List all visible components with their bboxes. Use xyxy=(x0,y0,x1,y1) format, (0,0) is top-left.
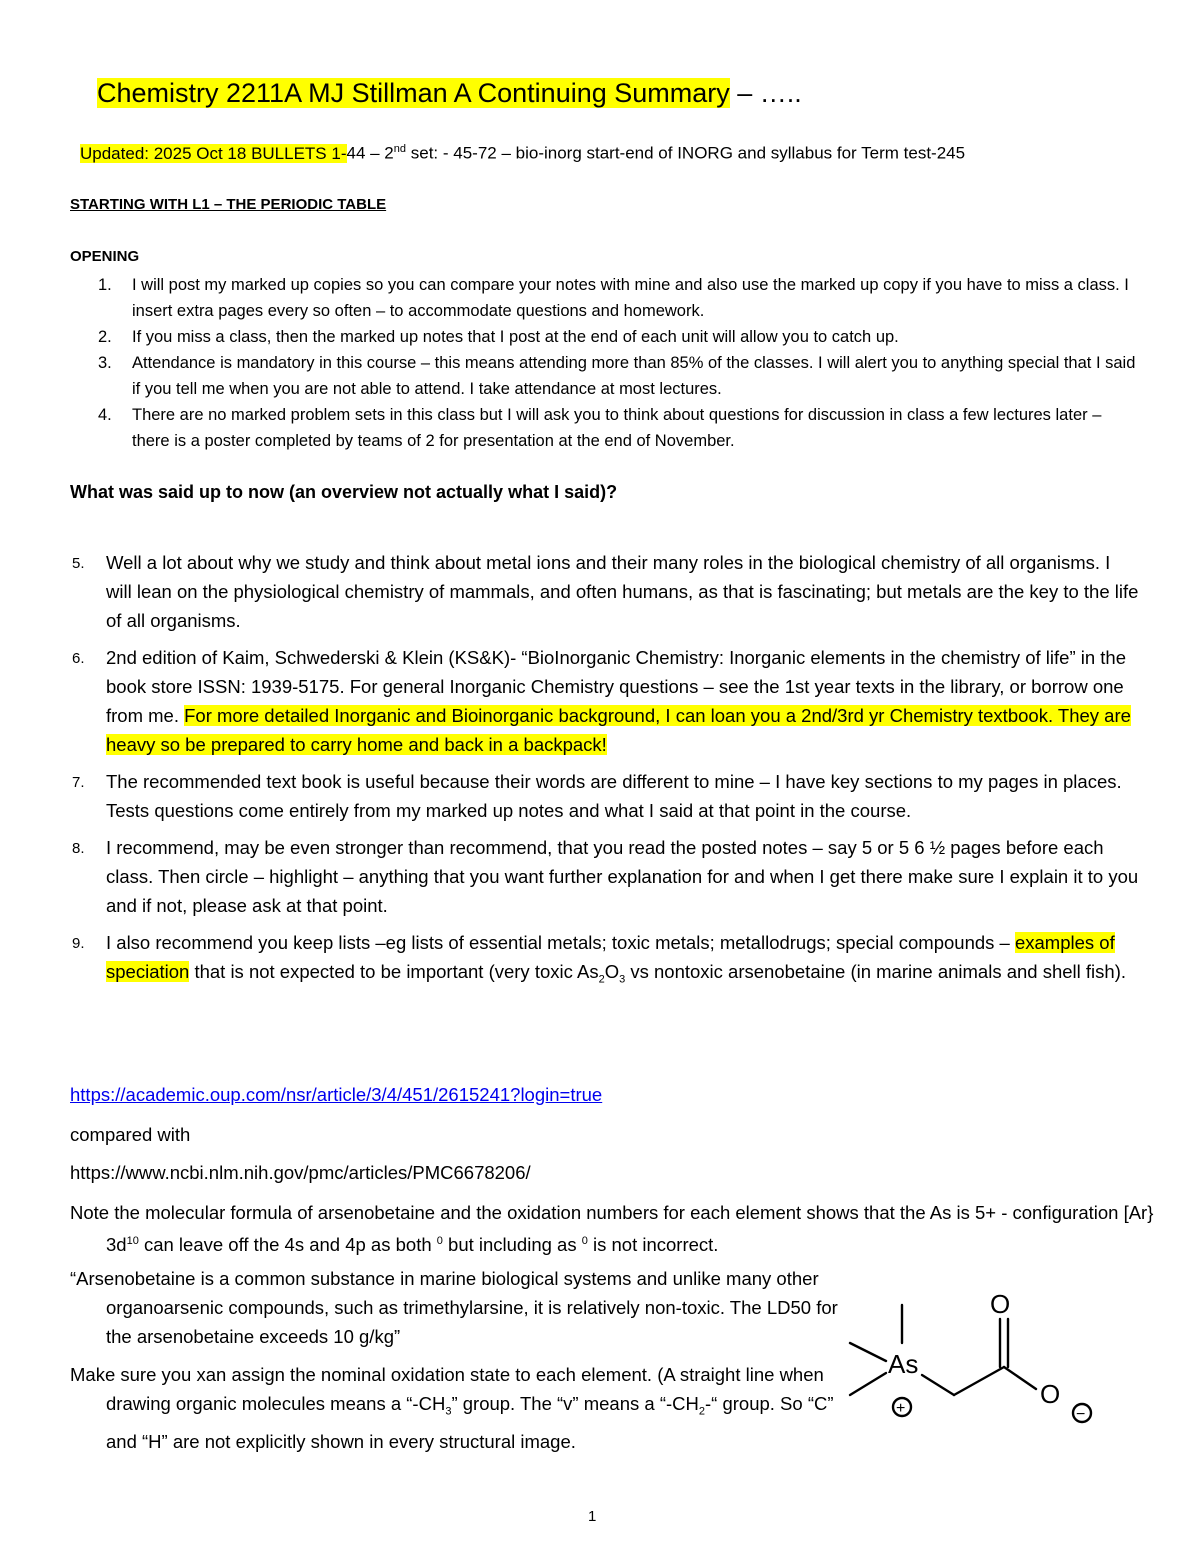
updated-text-b: set: - 45-72 – bio-inorg start-end of INORG and syllabus for Term test-245 xyxy=(406,143,966,163)
list-text: 2nd edition of Kaim, Schwederski & Klein (KS&K)- “BioInorganic Chemistry: Inorganic elements in the chemistry of life” in the book store ISSN: 1939-5175. For general Inorganic Chemistry questions – see the 1st year texts in the library, or borrow one from me. xyxy=(106,647,1127,726)
opening-label: OPENING xyxy=(70,248,140,265)
superscript: 10 xyxy=(126,1235,139,1247)
subscript: 3 xyxy=(445,1405,452,1418)
methyl-bond-left-top xyxy=(850,1343,886,1361)
page-number: 1 xyxy=(588,1508,597,1525)
subscript: 2 xyxy=(598,973,605,986)
list-text: Well a lot about why we study and think about metal ions and their many roles in the biological chemistry of all organisms. I will lean on the physiological chemistry of mammals, and often humans, as that is fascinating; but metals are the key to the life of all organisms. xyxy=(106,552,1139,631)
list-text: vs nontoxic arsenobetaine (in marine animals and shell fish). xyxy=(625,961,1127,982)
list-item xyxy=(70,350,1140,402)
updated-text-a: 44 – 2 xyxy=(346,143,394,163)
list-item xyxy=(70,928,1140,995)
list-text: I also recommend you keep lists –eg lists of essential metals; toxic metals; metallodrugs; special compounds – xyxy=(106,932,1015,953)
list-item xyxy=(70,833,1140,920)
quote-paragraph: “Arsenobetaine is a common substance in marine biological systems and unlike many other organoarsenic compounds, such as trimethylarsine, it is relatively non-toxic. The LD50 for the arsenobetaine exceeds 10 g/kg” xyxy=(70,1268,838,1347)
list-item xyxy=(70,402,1140,454)
list-number: 2. xyxy=(98,328,112,346)
list-number: 3. xyxy=(98,354,112,372)
note-paragraph xyxy=(70,1198,1176,1259)
updated-highlight: Updated: 2025 Oct 18 BULLETS 1- xyxy=(80,143,347,163)
list-text: There are no marked problem sets in this class but I will ask you to think about questions for discussion in class a few lectures later – there is a poster completed by teams of 2 for presentation at the end of November. xyxy=(132,406,1102,450)
minus-sign: − xyxy=(1076,1406,1086,1423)
list-text: If you miss a class, then the marked up notes that I post at the end of each unit will allow you to catch up. xyxy=(132,328,899,346)
highlighted-text: examples of speciation xyxy=(106,932,1115,982)
arsenobetaine-structure xyxy=(836,1285,1106,1435)
ncbi-url-text: https://www.ncbi.nlm.nih.gov/pmc/articles/PMC6678206/ xyxy=(70,1162,531,1183)
note-text: Note the molecular formula of arsenobetaine and the oxidation numbers for each element shows that the As is 5+ - configuration [Ar} 3d xyxy=(70,1202,1154,1256)
list-text: Attendance is mandatory in this course – this means attending more than 85% of the classes. I will alert you to anything special that I said if you tell me when you are not able to attend. I take attendance at most lectures. xyxy=(132,354,1136,398)
assign-paragraph xyxy=(70,1360,846,1456)
oup-article-link[interactable]: https://academic.oup.com/nsr/article/3/4/451/2615241?login=true xyxy=(70,1084,603,1105)
subscript: 2 xyxy=(698,1405,705,1418)
overview-list xyxy=(70,548,1140,1003)
overview-heading: What was said up to now (an overview not actually what I said)? xyxy=(70,482,618,502)
ch2-bond-a xyxy=(922,1375,954,1395)
document-title xyxy=(97,78,802,109)
highlighted-text: For more detailed Inorganic and Bioinorganic background, I can loan you a 2nd/3rd yr Chemistry textbook. They are heavy so be prepared to carry home and back in a backpack! xyxy=(106,705,1131,755)
ch2-bond-b xyxy=(954,1367,1004,1395)
title-highlight: Chemistry 2211A MJ Stillman A Continuing Summary xyxy=(97,78,730,108)
list-number: 1. xyxy=(98,276,112,294)
assign-text: Make sure you xan assign the nominal oxidation state to each element. (A straight line when drawing organic molecules means a “-CH xyxy=(70,1364,824,1414)
as-atom-label: As xyxy=(888,1349,919,1379)
list-text: O xyxy=(604,961,620,982)
methyl-bond-left-bottom xyxy=(850,1373,886,1395)
list-text: I recommend, may be even stronger than recommend, that you read the posted notes – say 5 or 5 6 ½ pages before each class. Then circle – highlight – anything that you want further explanation for and when I get there make sure I explain it to you and if not, please ask at that point. xyxy=(106,837,1139,916)
subscript: 3 xyxy=(619,973,626,986)
compared-with-text: compared with xyxy=(70,1124,191,1145)
plus-sign: + xyxy=(896,1400,906,1417)
oxygen-top-label: O xyxy=(990,1289,1011,1319)
title-suffix: – ….. xyxy=(729,78,802,108)
note-text: can leave off the 4s and 4p as both xyxy=(138,1234,437,1256)
list-number: 9. xyxy=(72,935,85,952)
list-item xyxy=(70,643,1140,759)
list-text: The recommended text book is useful because their words are different to mine – I have key sections to my pages in places. Tests questions come entirely from my marked up notes and what I said at that point in the course. xyxy=(106,771,1122,821)
list-number: 8. xyxy=(72,840,85,857)
list-number: 5. xyxy=(72,555,85,572)
list-item xyxy=(70,767,1140,825)
list-text: that is not expected to be important (very toxic As xyxy=(189,961,599,982)
note-text: is not incorrect. xyxy=(587,1234,719,1256)
carboxylate-bond xyxy=(1004,1367,1036,1389)
list-item xyxy=(70,324,1140,350)
oxygen-right-label: O xyxy=(1040,1379,1061,1409)
updated-sup: nd xyxy=(393,143,407,155)
opening-list xyxy=(70,272,1140,454)
list-number: 7. xyxy=(72,774,85,791)
list-item xyxy=(70,548,1140,635)
updated-line xyxy=(80,143,965,164)
list-text: I will post my marked up copies so you can compare your notes with mine and also use the marked up copy if you have to miss a class. I insert extra pages every so often – to accommodate questions and homework. xyxy=(132,276,1129,320)
list-item xyxy=(70,272,1140,324)
list-number: 6. xyxy=(72,650,85,667)
superscript: 0 xyxy=(436,1235,443,1247)
assign-text: ” group. The “v” means a “-CH xyxy=(451,1393,699,1414)
assign-text: -“ group. So “C” and “H” are not explicitly shown in every structural image. xyxy=(106,1393,834,1452)
superscript: 0 xyxy=(581,1235,588,1247)
section-heading: STARTING WITH L1 – THE PERIODIC TABLE xyxy=(70,196,387,213)
note-text: but including as xyxy=(442,1234,582,1256)
list-number: 4. xyxy=(98,406,112,424)
